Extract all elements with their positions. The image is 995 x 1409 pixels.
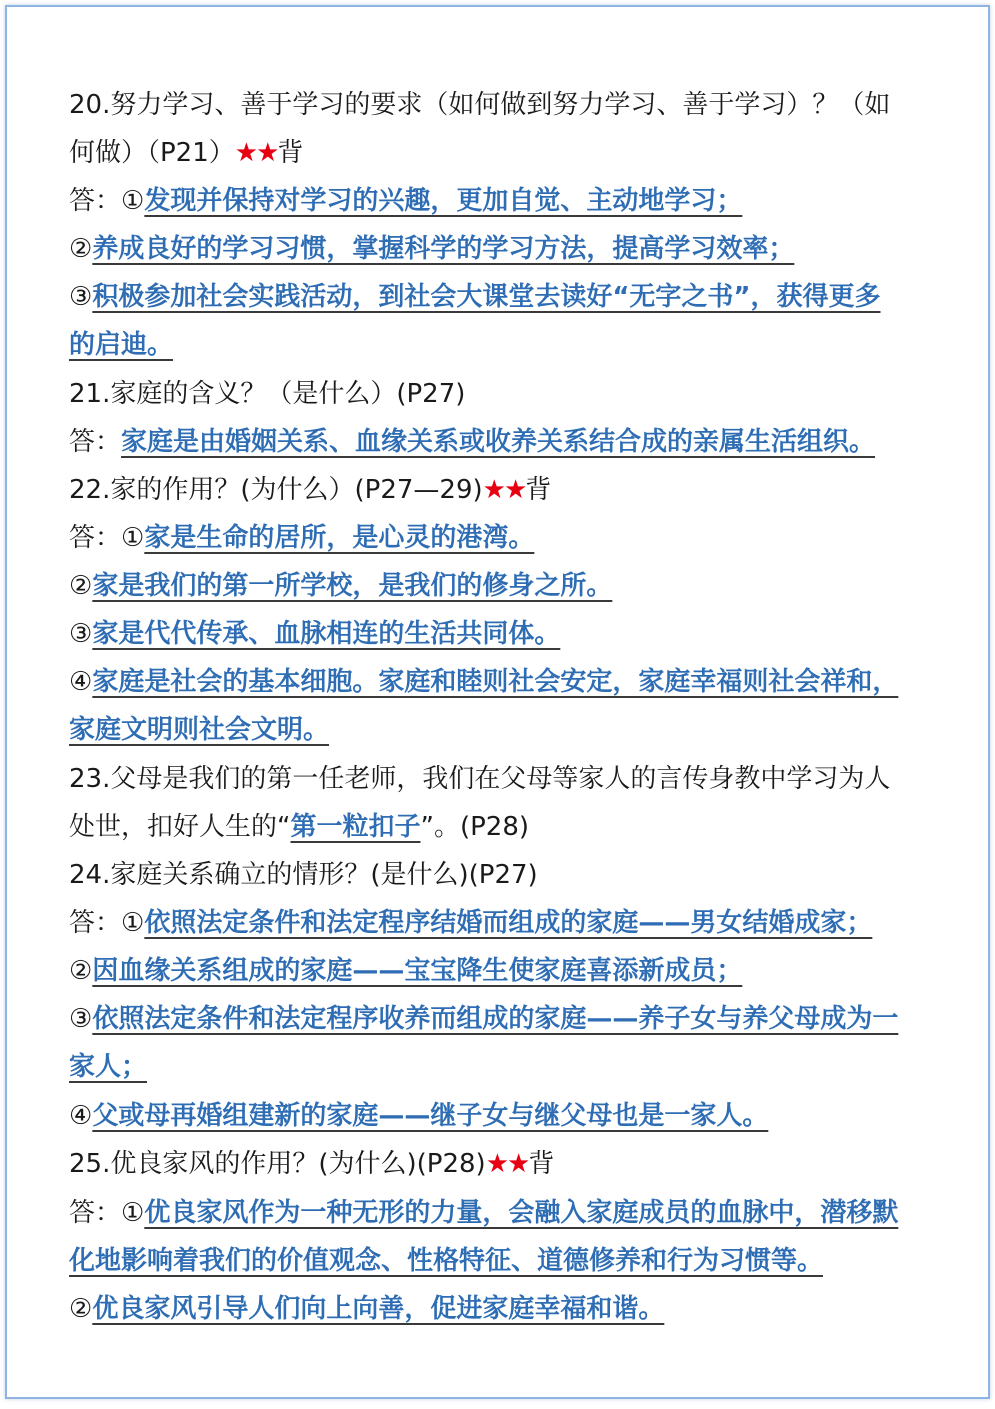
answer-text: 家庭是由婚姻关系、血缘关系或收养关系结合成的亲属生活组织。: [121, 427, 876, 457]
q24-answer-2: [69, 954, 932, 988]
q23-line1: [69, 762, 932, 796]
answer-text: 第一粒扣子: [290, 812, 421, 842]
answer-text: 积极参加社会实践活动，到社会大课堂去读好“无字之书”，获得更多: [92, 282, 881, 312]
answer-text: 因血缘关系组成的家庭——宝宝降生使家庭喜添新成员；: [92, 956, 743, 986]
q25-answer-1: [69, 1196, 932, 1230]
answer-text: 养成良好的学习习惯，掌握科学的学习方法，提高学习效率；: [92, 234, 795, 264]
q20-answer-1: [69, 184, 932, 218]
answer-text: 家人；: [69, 1052, 148, 1082]
q20-answer-3: [69, 280, 932, 314]
q22-answer-3: [69, 617, 932, 651]
q24-title: [69, 858, 932, 892]
q22-title: [69, 473, 932, 507]
answer-text: 家是代代传承、血脉相连的生活共同体。: [92, 619, 561, 649]
answer-number: ③: [69, 619, 93, 649]
q25-question-text: 25.优良家风的作用？(为什么)(P28): [69, 1149, 486, 1179]
memorize-tag: 背: [528, 1149, 555, 1179]
answer-number: ①: [121, 186, 145, 216]
answer-number: ①: [121, 908, 145, 938]
q22-answer-4-cont: [69, 713, 932, 747]
q21-question-text: 21.家庭的含义？（是什么）(P27): [69, 379, 466, 409]
q24-answer-4: [69, 1099, 932, 1133]
answer-number: ②: [69, 956, 93, 986]
answer-text: 化地影响着我们的价值观念、性格特征、道德修养和行为习惯等。: [69, 1246, 824, 1276]
answer-text: 父或母再婚组建新的家庭——继子女与继父母也是一家人。: [92, 1101, 769, 1131]
q23-line2: [69, 810, 932, 844]
answer-text: 发现并保持对学习的兴趣，更加自觉、主动地学习；: [144, 186, 743, 216]
answer-text: 优良家风引导人们向上向善，促进家庭幸福和谐。: [92, 1294, 665, 1324]
q25-answer-1-cont: [69, 1244, 932, 1278]
q20-answer-3-cont: [69, 328, 932, 362]
q21-answer-1: [69, 425, 932, 459]
answer-number: ①: [121, 523, 145, 553]
q22-question-text: 22.家的作用？(为什么）(P27—29): [69, 475, 483, 505]
q20-answer-2: [69, 232, 932, 266]
document-page: [5, 5, 990, 1399]
star-icon: ★★: [234, 138, 278, 168]
memorize-tag: 背: [525, 475, 552, 505]
q25-answer-2: [69, 1292, 932, 1326]
answer-text: 的启迪。: [69, 330, 174, 360]
q22-answer-1: [69, 521, 932, 555]
answer-number: ④: [69, 667, 93, 697]
q22-answer-2: [69, 569, 932, 603]
q24-question-text: 24.家庭关系确立的情形？(是什么)(P27): [69, 860, 538, 890]
star-icon: ★★: [485, 1149, 529, 1179]
answer-text: 家庭文明则社会文明。: [69, 715, 330, 745]
answer-number: ①: [121, 1198, 145, 1228]
q24-answer-3-cont: [69, 1050, 932, 1084]
answer-prefix: 答：: [69, 1198, 122, 1228]
q20-question-text: 20.努力学习、善于学习的要求（如何做到努力学习、善于学习）？（如: [69, 90, 891, 120]
answer-number: ③: [69, 1004, 93, 1034]
q21-title: [69, 377, 932, 411]
answer-number: ④: [69, 1101, 93, 1131]
answer-prefix: 答：: [69, 523, 122, 553]
q20-question-text-cont: 何做）（P21）: [69, 138, 235, 168]
q24-answer-1: [69, 906, 932, 940]
answer-prefix: 答：: [69, 427, 122, 457]
q20-title-line1: [69, 88, 932, 122]
answer-text: 家是生命的居所，是心灵的港湾。: [144, 523, 535, 553]
q20-title-line2: [69, 136, 932, 170]
q22-answer-4: [69, 665, 932, 699]
answer-text: 家是我们的第一所学校，是我们的修身之所。: [92, 571, 613, 601]
answer-number: ②: [69, 234, 93, 264]
star-icon: ★★: [482, 475, 526, 505]
q25-title: [69, 1147, 932, 1181]
memorize-tag: 背: [277, 138, 304, 168]
answer-number: ②: [69, 1294, 93, 1324]
answer-text: 依照法定条件和法定程序收养而组成的家庭——养子女与养父母成为一: [92, 1004, 899, 1034]
answer-text: 优良家风作为一种无形的力量，会融入家庭成员的血脉中，潜移默: [144, 1198, 899, 1228]
answer-text: 家庭是社会的基本细胞。家庭和睦则社会安定，家庭幸福则社会祥和，: [92, 667, 899, 697]
q23-statement-text-cont: 处世，扣好人生的“: [69, 812, 291, 842]
q23-page-ref: ”。(P28): [420, 812, 530, 842]
answer-number: ②: [69, 571, 93, 601]
q23-statement-text: 23.父母是我们的第一任老师，我们在父母等家人的言传身教中学习为人: [69, 764, 891, 794]
answer-prefix: 答：: [69, 186, 122, 216]
q24-answer-3: [69, 1002, 932, 1036]
answer-prefix: 答：: [69, 908, 122, 938]
answer-number: ③: [69, 282, 93, 312]
answer-text: 依照法定条件和法定程序结婚而组成的家庭——男女结婚成家；: [144, 908, 873, 938]
